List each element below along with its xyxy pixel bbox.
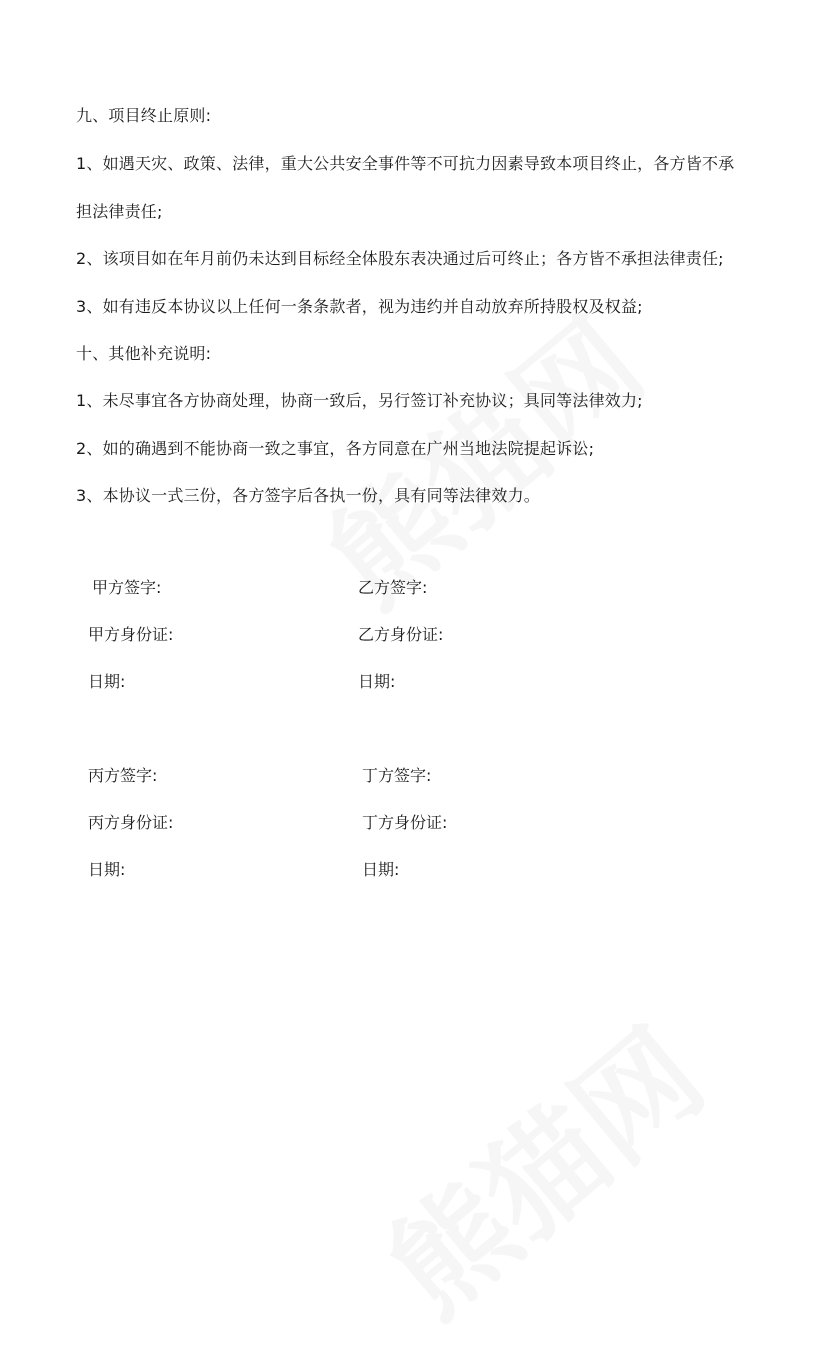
- party-d-id-label: 丁方身份证:: [362, 813, 448, 832]
- party-d-signature-label: 丁方签字:: [362, 766, 432, 785]
- clause-line: 2、该项目如在年月前仍未达到目标经全体股东表决通过后可终止；各方皆不承担法律责任;: [76, 249, 724, 268]
- clause-line: 3、如有违反本协议以上任何一条条款者，视为违约并自动放弃所持股权及权益;: [76, 297, 643, 316]
- section-heading: 十、其他补充说明:: [76, 344, 212, 363]
- clause-line: 1、如遇天灾、政策、法律，重大公共安全事件等不可抗力因素导致本项目终止，各方皆不承: [76, 154, 735, 173]
- clause-line: 2、如的确遇到不能协商一致之事宜，各方同意在广州当地法院提起诉讼;: [76, 439, 595, 458]
- party-d-date-label: 日期:: [362, 860, 400, 879]
- party-a-date-label: 日期:: [88, 672, 126, 691]
- party-c-signature-label: 丙方签字:: [88, 766, 158, 785]
- party-a-id-label: 甲方身份证:: [88, 625, 174, 644]
- clause-line: 1、未尽事宜各方协商处理，协商一致后，另行签订补充协议；具同等法律效力;: [76, 391, 643, 410]
- section-heading: 九、项目终止原则:: [76, 106, 212, 125]
- clause-line: 3、本协议一式三份，各方签字后各执一份，具有同等法律效力。: [76, 486, 540, 505]
- party-a-signature-label: 甲方签字:: [92, 578, 162, 597]
- watermark: [347, 984, 733, 1347]
- party-b-signature-label: 乙方签字:: [358, 578, 428, 597]
- party-c-date-label: 日期:: [88, 860, 126, 879]
- party-b-date-label: 日期:: [358, 672, 396, 691]
- party-b-id-label: 乙方身份证:: [358, 625, 444, 644]
- party-c-id-label: 丙方身份证:: [88, 813, 174, 832]
- clause-line: 担法律责任;: [76, 202, 163, 221]
